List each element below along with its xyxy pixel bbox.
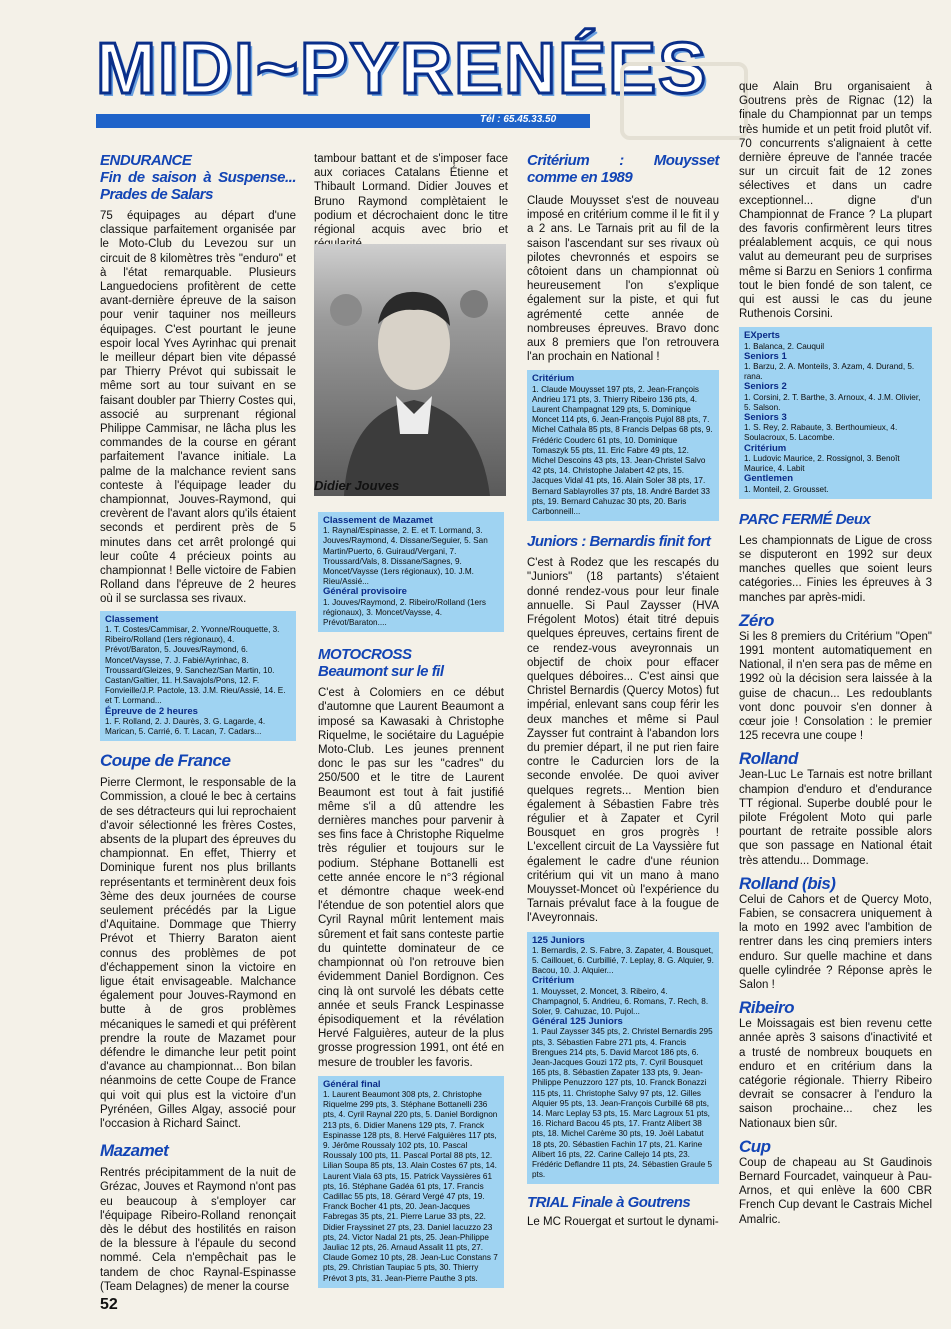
trial-line-2: Seniors 2 1. Corsini, 2. T. Barthe, 3. Arnoux, 4. J.M. Olivier, 5. Salson. [744, 381, 921, 412]
mazamet-results-box [318, 512, 504, 632]
photo-didier-jouves [314, 244, 506, 496]
trial-line-5: Gentlemen 1. Monteil, 2. Grousset. [744, 473, 829, 494]
trial-line-4: Critérium 1. Ludovic Maurice, 2. Rossignol, 3. Benoît Maurice, 4. Labit [744, 442, 900, 474]
rolland-body: Jean-Luc Le Tarnais est notre brillant champion d'enduro et d'endurance TT régional. Superbe doublé pour le pilote Frégolent Moto qui parle pourtant de retraite possible alors que son passage en National était très attendu... Dommage. [739, 769, 932, 867]
juniors-box3-title: Général 125 Juniors [532, 1016, 623, 1028]
photo-caption: Didier Jouves [314, 478, 400, 493]
column-2-lower [318, 512, 504, 1288]
criterium-box-text: 1. Claude Mouysset 197 pts, 2. Jean-François Andrieu 171 pts, 3. Thierry Ribeiro 136 pts, 4. Laurent Champagnat 129 pts, 5. Dominique Moncet 114 pts, 6. Jean-François Pujol 88 pts, 7. Michel Cathala 85 pts, 8 Francis Delpas 68 pts, 9. Frédéric Couderc 61 pts, 10. Dominique Tomaszyk 55 pts, 11. Eric Fabre 49 pts, 12. Michel Descoins 43 pts, 13. Jean-Christel Salvo 42 pts, 14. Christophe Jalabert 42 pts, 15. Jacques Vidal 41 pts, 16. Alain Soler 38 pts, 17. Bernard Sablayrolles 37 pts, 18. André Bardet 33 pts, 19. Bernard Cahuzac 30 pts, 20. Baris Carbonneill... [532, 384, 713, 517]
motocross-body: C'est à Colomiers en ce début d'automne que Laurent Beaumont a imposé sa Kawasaki à Christophe Riquelme, le sociétaire du Laguépie Moto-Club. Les jeunes prennent donc le pas sur les "cadres" du 250/500 et le titre de Laurent Beaumont est tout à fait justifié même s'il a dû attendre les dernières manches pour parvenir à ses fins face à Christophe Riquelme très régulier et toujours sur le podium. Stéphane Bottanelli est cette année encore le n°3 régional et démontre chaque week-end l'étendue de son potentiel alors que Cyril Raynal mûrit lentement mais sûrement et fait sans conteste partie du quintette dominateur de ce championnat où l'on retrouve bien évidemment Daniel Bordignon. Ces cinq là ont survolé les débats cette année et seuls Franck Lespinasse épisodiquement et la révélation Hervé Falguières, auteur de la plus grosse progression 1991, ont été en mesure de troubler les favoris. [318, 687, 504, 1069]
zero-body: Si les 8 premiers du Critérium "Open" 1991 montent automatiquement en National, il n'en sera pas de même en 1992 où la décision sera laissée à la guise de chacun... Les redoublants vont donc pouvoir s'en donner à cœur joie ! Consolation : le premier 125 recevra une coupe ! [739, 630, 932, 743]
motocross-kicker: MOTOCROSS [318, 646, 412, 664]
page-number: 52 [100, 1296, 118, 1313]
criterium-results-box [527, 370, 719, 521]
criterium-title: Critérium : Mouysset comme en 1989 [527, 152, 719, 186]
juniors-box3-text: 1. Paul Zaysser 345 pts, 2. Christel Bernardis 295 pts, 3. Sébastien Fabre 271 pts, 4. Francis Brengues 214 pts, 5. David Marcot 186 pts, 6. Jean-Jacques Gouzi 172 pts, 7. Cyril Bousquet 165 pts, 8. Sébastien Zapater 133 pts, 9. Jean-Philippe Penuzzoro 127 pts, 10. Franck Bonazzi 115 pts, 11. Christophe Salvy 97 pts, 12. Gilles Alquier 95 pts, 13. Jean-François Curbillé 68 pts, 14. Marc Leplay 53 pts, 15. Marc Lagroux 51 pts, 16. Richard Bacou 45 pts, 17. Frantz Alibert 38 pts, 18. Michel Carème 30 pts, 19. Joël Labatut 18 pts, 20. Sébastien Fachin 17 pts, 21. Karine Alibert 16 pts, 22. Carine Callejo 14 pts, 23. Frédéric Deflandre 11 pts, 24. Sébastien Graule 5 pts. [532, 1027, 713, 1180]
endurance-results-box [100, 611, 296, 741]
rollandbis-title: Rolland (bis) [739, 873, 836, 893]
mazamet-box2-text: 1. Jouves/Raymond, 2. Ribeiro/Rolland (1ers régionaux), 3. Moncet/Vaysse, 4. Prévot/Baraton.... [323, 597, 486, 628]
motocross-results-box [318, 1076, 504, 1288]
column-1 [100, 152, 296, 1296]
zero-title: Zéro [739, 610, 774, 630]
cup-title: Cup [739, 1136, 771, 1156]
juniors-title: Juniors : Bernardis finit fort [527, 533, 711, 551]
trial-body: Le MC Rouergat et surtout le dynami- [527, 1216, 719, 1229]
trial-line-3: Seniors 3 1. S. Rey, 2. Rabaute, 3. Berthoumieux, 4. Soulacroux, 5. Lacombe. [744, 412, 898, 443]
ribeiro-title: Ribeiro [739, 998, 795, 1018]
mazamet-continued: tambour battant et de s'imposer face aux coriaces Catalans Étienne et Thibault Lormand. Didier Jouves et Bruno Raymond complètaient le podium et décrochaient donc le titre régional acquis avec brio et [314, 153, 508, 237]
endurance-kicker: ENDURANCE [100, 152, 192, 169]
criterium-box-title: Critérium [532, 373, 575, 385]
endurance-box2-title: Épreuve de 2 heures [105, 705, 198, 717]
mazamet-box1-title: Classement de Mazamet [323, 515, 433, 526]
juniors-body: C'est à Rodez que les rescapés du "Juniors" (18 partants) s'étaient donné rendez-vous pour leur finale annuelle. Si Paul Zaysser (HVA Frégolent Motos) était titré depuis quelques épreuves, certains firent de ce rendez-vous aveyronnais un objectif de choix pour effacer quelques déboires... C'est ainsi que Christel Bernardis (Quercy Motos) fut impérial, enlevant sans coup férir les deux manches et même si Paul Zaysser fut contraint à l'abandon lors du premier départ, il ne put rien faire contre le Cadurcien lors de la seconde envolée. De quoi aviver quelques regrets... Mention bien également à Sébastien Fabre très régulier et à Zapater et Cyril Bousquet en gros progrès ! L'excellent circuit de La Vayssière fut également le cadre d'une réunion critérium qui vit un mano à mano Mouysset-Moncet où l'expérience du Tarnais prévalut face à la fougue de l'Aveyronnais. [527, 557, 719, 925]
mazamet-box2-title: Général provisoire [323, 586, 407, 598]
motocross-box-text: 1. Laurent Beaumont 308 pts, 2. Christophe Riquelme 299 pts, 3. Stéphane Bottanelli 236 pts, 4. Cyril Raynal 220 pts, 5. Daniel Bordignon 213 pts, 6. Didier Manens 129 pts, 7. Franck Espinasse 128 pts, 8. Hervé Falguières 117 pts, 9. Jérôme Roussaly 102 pts, 10. Pascal Roussaly 100 pts, 11. Pascal Portal 88 pts, 12. Lilian Soupa 85 pts, 13. Alain Costes 67 pts, 14. Laurent Viala 63 pts, 15. Patrick Vayssières 61 pts, 16. Stéphane Gadéa 61 pts, 17. Francis Cadillac 55 pts, 18. Gérard Vergé 47 pts, 19. Franck Bocher 41 pts, 20. Jean-Jacques Fabregas 35 pts, 21. Pierre Larue 33 pts, 22. Didier Frayssinet 27 pts, 23. Daniel Iacuzzo 23 pts, 24. Victor Nadal 21 pts, 25. Jean-Philippe Jauliac 12 pts, 26. Arnaud Assalit 11 pts, 27. Claude Gomez 10 pts, 28. Jean-Luc Constans 7 pts, 29. Christian Taupiac 5 pts, 30. Thierry Prévot 3 pts, 31. Jean-Pierre Pauthe 3 pts. [323, 1089, 498, 1283]
endurance-title: Fin de saison à Suspense... Prades de Salars [100, 169, 296, 203]
masthead [96, 22, 709, 122]
endurance-box1-text: 1. T. Costes/Cammisar, 2. Yvonne/Rouquette, 3. Ribeiro/Rolland (1ers régionaux), 4. Prévot/Baraton, 5. Jouves/Raymond, 6. Moncet/Vaysse, 7. J. Fabié/Ayrinhac, 8. Troussard/Gleizes, 9. Sanchez/San Martin, 10. Castan/Galtier, 11. H.Savajols/Pons, 12. F. Fonvieille/J.P. Pactole, 13. J.M. Rieu/Assié, 14. E. et T. Lormand... [105, 624, 286, 706]
criterium-body: Claude Mouysset s'est de nouveau imposé en critérium comme il le fit il y a 2 ans. Le Tarnais prit au fil de la saison l'ascendant sur ses rivaux où pilotes chevronnés et espoirs se côtoient dans un championnat où heureusement l'on s'explique également sur la piste, et qui fut agrémenté cette année de nombreuses épreuves. Bravo donc aux 8 premiers que l'on retrouvera l'an prochain en National ! [527, 195, 719, 364]
coupe-title: Coupe de France [100, 751, 231, 771]
column-2 [314, 152, 508, 253]
trial-line-1: Seniors 1 1. Barzu, 2. A. Monteils, 3. Azam, 4. Durand, 5. rana. [744, 350, 915, 382]
motocross-title: Beaumont sur le fil [318, 663, 444, 681]
mazamet-body: Rentrés précipitamment de la nuit de Grézac, Jouves et Raymond n'ont pas eu beaucoup à s'employer car l'équipage Ribeiro-Rolland renonçait dès le début des hostilités en raison de la blessure à l'épaule du second nommé. Cela n'empêchait pas le tandem de choc Raynal-Espinasse (Team Delagnes) de mener la course [100, 1167, 296, 1293]
masthead-phone: Tél : 65.45.33.50 [480, 114, 557, 125]
juniors-box2-text: 1. Mouysset, 2. Moncet, 3. Ribeiro, 4. Champagnol, 5. Andrieu, 6. Romans, 7. Rech, 8. Soler, 9. Cahuzac, 10. Pujol... [532, 986, 709, 1016]
trial-continued: que Alain Bru organisaient à Goutrens près de Rignac (12) la finale du Championnat par un temps très humide et un petit froid plutôt vif. 70 concurrents s'alignaient à cette dernière épreuve de l'année tracée sur un circuit fait de 12 zones sélectives et dans un cadre exceptionnel... digne d'un Championnat de France ? La plupart des favoris confirmèrent leurs titres préalablement acquis, ce qui nous valut au demeurant peu de surprises même si Barzu en Seniors 1 confirma tout le bien fondé de son talent, ce qui est aussi le cas du jeune Ruthenois Corsini. [739, 81, 932, 321]
parc-title: PARC FERMÉ Deux [739, 510, 871, 528]
juniors-results-box [527, 932, 719, 1185]
background-ghost-logo [620, 62, 748, 140]
mazamet-title: Mazamet [100, 1141, 169, 1161]
masthead-title: MIDI~PYRENÉES [96, 29, 709, 109]
parc-body: Les championnats de Ligue de cross se disputeront en 1992 sur deux manches quelles que soient leurs catégories... Finies les épreuves à 3 manches par après-midi. [739, 534, 932, 604]
coupe-body: Pierre Clermont, le responsable de la Commission, a cloué le bec à certains de ses détracteurs qui lui reprochaient d'avoir sélectionné les frères Costes, absents de la plupart des épreuves du championnat. En effet, Thierry et Dominique furent nos plus brillants représentants et terminèrent deux fois 3ème des deux journées de course seulement précédés par la Ligue d'Aquitaine. Dommage que Thierry Prévot et Thierry Baraton aient connus des problèmes de pot d'échappement sinon la victoire en ligue était envisageable. Malchance également pour Jouves-Raymond en butte à de gros problèmes mécaniques le samedi et qui préfèrent prendre la route de Mazamet pour défendre le dimanche leur petit point d'avance au championnat... Bon bilan néanmoins de cette Coupe de France qui voit qui plus est la victoire d'un Pyrénéen, Gilles Algay, associé pour l'occasion à Richard Sainct. [100, 777, 296, 1130]
column-3 [527, 152, 719, 1232]
person-illustration [324, 264, 494, 496]
motocross-box-title: Général final [323, 1078, 381, 1090]
trial-line-0: EXperts 1. Balanca, 2. Cauquil [744, 330, 825, 351]
endurance-body: 75 équipages au départ d'une classique parfaitement organisée par le Moto-Club du Levezou sur un circuit de 8 kilomètres très "enduro" et à l'état remarquable. Plusieurs Languedociens profitèrent de cette avant-dernière épreuve de la saison pour venir taquiner nos meilleurs équipages. C'est pourtant le jeune espoir local Yves Ayrinhac qui prenait le meilleur départ bien vite dépassé par Thierry Prévot qui subissait le même sort au tour suivant en se faisant doubler par Thierry Costes qui, associé au surprenant régional Philippe Cammisar, ne lâcha plus les commandes de la course en gérant parfaitement l'avance initiale. La palme de la malchance revient sans conteste à l'équipage leader du championnat, Jouves-Raymond, qui crevèrent de l'avant alors qu'ils étaient seconds et perdirent près de 5 minutes dans cet arrêt prolongé qui leur coûte 4 précieux points au championnat ! Belle victoire de Fabien Rolland dans l'épreuve de 2 heures où il se surclassa ses rivaux. [100, 210, 296, 606]
juniors-box2-title: Critérium [532, 975, 575, 987]
rolland-title: Rolland [739, 749, 798, 769]
endurance-box2-text: 1. F. Rolland, 2. J. Daurès, 3. G. Lagarde, 4. Marican, 5. Carrié, 6. T. Lacan, 7. Cadars... [105, 716, 266, 736]
juniors-box1-title: 125 Juniors [532, 934, 585, 946]
column-4 [739, 80, 932, 1229]
ribeiro-body: Le Moissagais est bien revenu cette année après 3 saisons d'inactivité et a trusté de nombreux bouquets en enduro et en critérium dans la catégorie régionale. Thierry Ribeiro devrait se consacrer à l'enduro la saison prochaine... chez les Nationaux bien sûr. [739, 1018, 932, 1130]
cup-body: Coup de chapeau au St Gaudinois Bernard Fourcadet, vainqueur à Pau-Arnos, et qui enlève la 600 CBR French Cup devant le Castrais Michel Amalric. [739, 1156, 932, 1226]
juniors-box1-text: 1. Bernardis, 2. S. Fabre, 3. Zapater, 4. Bousquet, 5. Caillouet, 6. Curbillié, 7. Leplay, 8. G. Alquier, 9. Bacou, 10. J. Alquier... [532, 945, 714, 976]
rollandbis-body: Celui de Cahors et de Quercy Moto, Fabien, se consacrera uniquement à la moto en 1992 avec l'ambition de rentrer dans les cinq premiers inters enduro. Sur quelle machine et dans quelle cylindrée ? Réponse après le Salon ! [739, 893, 932, 991]
endurance-box1-title: Classement [105, 613, 159, 625]
mazamet-box1-text: 1. Raynal/Espinasse, 2. E. et T. Lormand, 3. Jouves/Raymond, 4. Dissane/Seguier, 5. San Martin/Puerto, 6. Guiraud/Vergani, 7. Troussard/Vals, 8. Dissane/Sagnes, 9. Moncet/Vaysse (1ers régionaux), 10. J.M. Rieu/Assié... [323, 526, 488, 587]
trial-title: TRIAL Finale à Goutrens [527, 1194, 691, 1212]
trial-results-box [739, 327, 932, 498]
